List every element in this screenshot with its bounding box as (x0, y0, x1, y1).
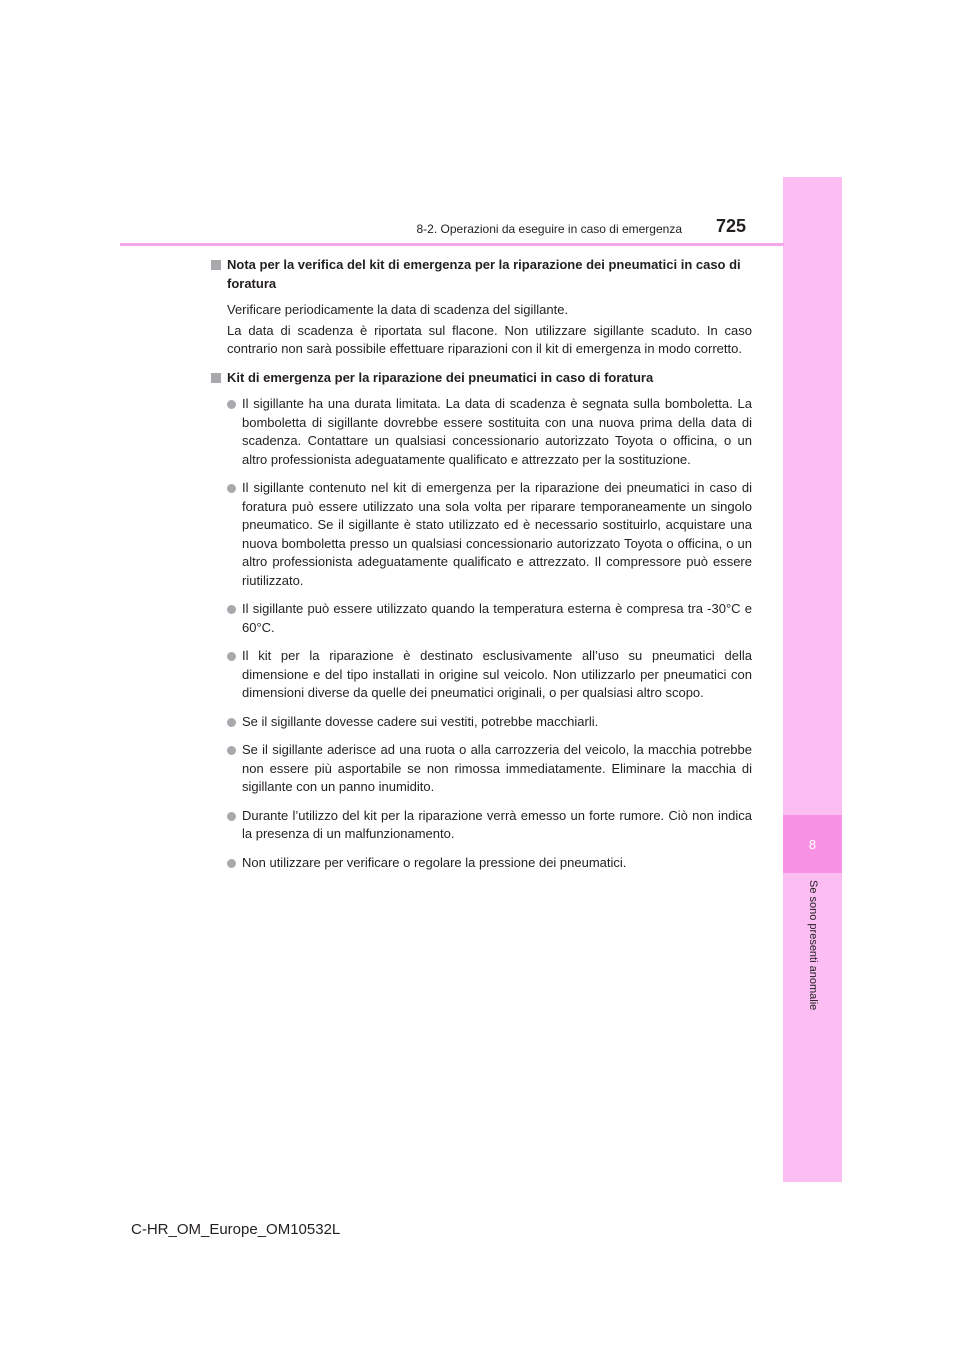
paragraph: La data di scadenza è riportata sul flacone. Non utilizzare sigillante scaduto. In caso contrario non sarà possibile effettuare riparazioni con il kit di emergenza in modo corretto. (227, 322, 752, 356)
circle-bullet-icon (227, 484, 236, 493)
list-item-text: Durante l’utilizzo del kit per la riparazione verrà emesso un forte rumore. Ciò non indica la presenza di un malfunzionamento. (242, 807, 752, 841)
manual-code: C-HR_OM_Europe_OM10532L (131, 1221, 341, 1238)
list-item-text: Se il sigillante aderisce ad una ruota o alla carrozzeria del veicolo, la macchia potrebbe non essere più asportabile se non rimossa immediatamente. Eliminare la macchia di sigillante con un panno inumidito. (242, 742, 752, 794)
circle-bullet-icon (227, 812, 236, 821)
circle-bullet-icon (227, 859, 236, 868)
section-heading (211, 369, 752, 388)
list-item (227, 713, 752, 732)
list-item-text: Il kit per la riparazione è destinato esclusivamente all’uso su pneumatici della dimensione e del tipo installati in origine sul veicolo. Non utilizzarlo per pneumatici con dimensioni diverse da quelle dei pneumatici originali, o per qualsiasi altro scopo. (242, 648, 752, 700)
section-heading (211, 256, 752, 293)
chapter-title: Se sono presenti anomalie (807, 880, 819, 1011)
list-item (227, 647, 752, 703)
circle-bullet-icon (227, 605, 236, 614)
list-item (227, 395, 752, 469)
header-rule (120, 243, 784, 246)
section-title: 8-2. Operazioni da eseguire in caso di emergenza (416, 222, 682, 236)
list-item (227, 807, 752, 844)
page-content (211, 256, 752, 882)
square-bullet-icon (211, 373, 221, 383)
list-item (227, 741, 752, 797)
list-item-text: Il sigillante può essere utilizzato quando la temperatura esterna è compresa tra -30°C e 60°C. (242, 601, 752, 635)
chapter-number-tab (783, 815, 842, 873)
square-bullet-icon (211, 260, 221, 270)
circle-bullet-icon (227, 746, 236, 755)
circle-bullet-icon (227, 652, 236, 661)
page-number: 725 (716, 216, 747, 236)
paragraph: Verificare periodicamente la data di scadenza del sigillante. (227, 302, 569, 317)
list-item (227, 854, 752, 873)
list-item (227, 479, 752, 590)
list-item-text: Non utilizzare per verificare o regolare la pressione dei pneumatici. (242, 854, 627, 870)
list-item-text: Se il sigillante dovesse cadere sui vestiti, potrebbe macchiarli. (242, 713, 599, 729)
section-heading-text: Kit di emergenza per la riparazione dei pneumatici in caso di foratura (227, 369, 654, 385)
chapter-side-tab (783, 177, 842, 1182)
list-item-text: Il sigillante contenuto nel kit di emergenza per la riparazione dei pneumatici in caso di foratura può essere utilizzato una sola volta per riparare temporaneamente un singolo pneumatico. Se il sigillante è stato utilizzato ed è necessario sostituirlo, acquistare una nuova bomboletta presso un qualsiasi concessionario autorizzato Toyota o officina, o un altro professionista adeguatamente qualificato e attrezzato. Il compressore può essere riutilizzato. (242, 480, 752, 588)
bullet-list (211, 395, 752, 872)
circle-bullet-icon (227, 400, 236, 409)
circle-bullet-icon (227, 718, 236, 727)
section-kit (211, 369, 752, 873)
list-item (227, 600, 752, 637)
section-heading-text: Nota per la verifica del kit di emergenza per la riparazione dei pneumatici in caso di foratura (227, 257, 741, 291)
list-item-text: Il sigillante ha una durata limitata. La data di scadenza è segnata sulla bomboletta. La bomboletta di sigillante dovrebbe essere sostituita con una nuova prima della data di scadenza. Contattare un qualsiasi concessionario autorizzato Toyota o officina, o un altro professionista adeguatamente qualificato e attrezzato per la sostituzione. (242, 396, 752, 467)
section-note (211, 256, 752, 359)
chapter-number: 8 (808, 836, 817, 852)
